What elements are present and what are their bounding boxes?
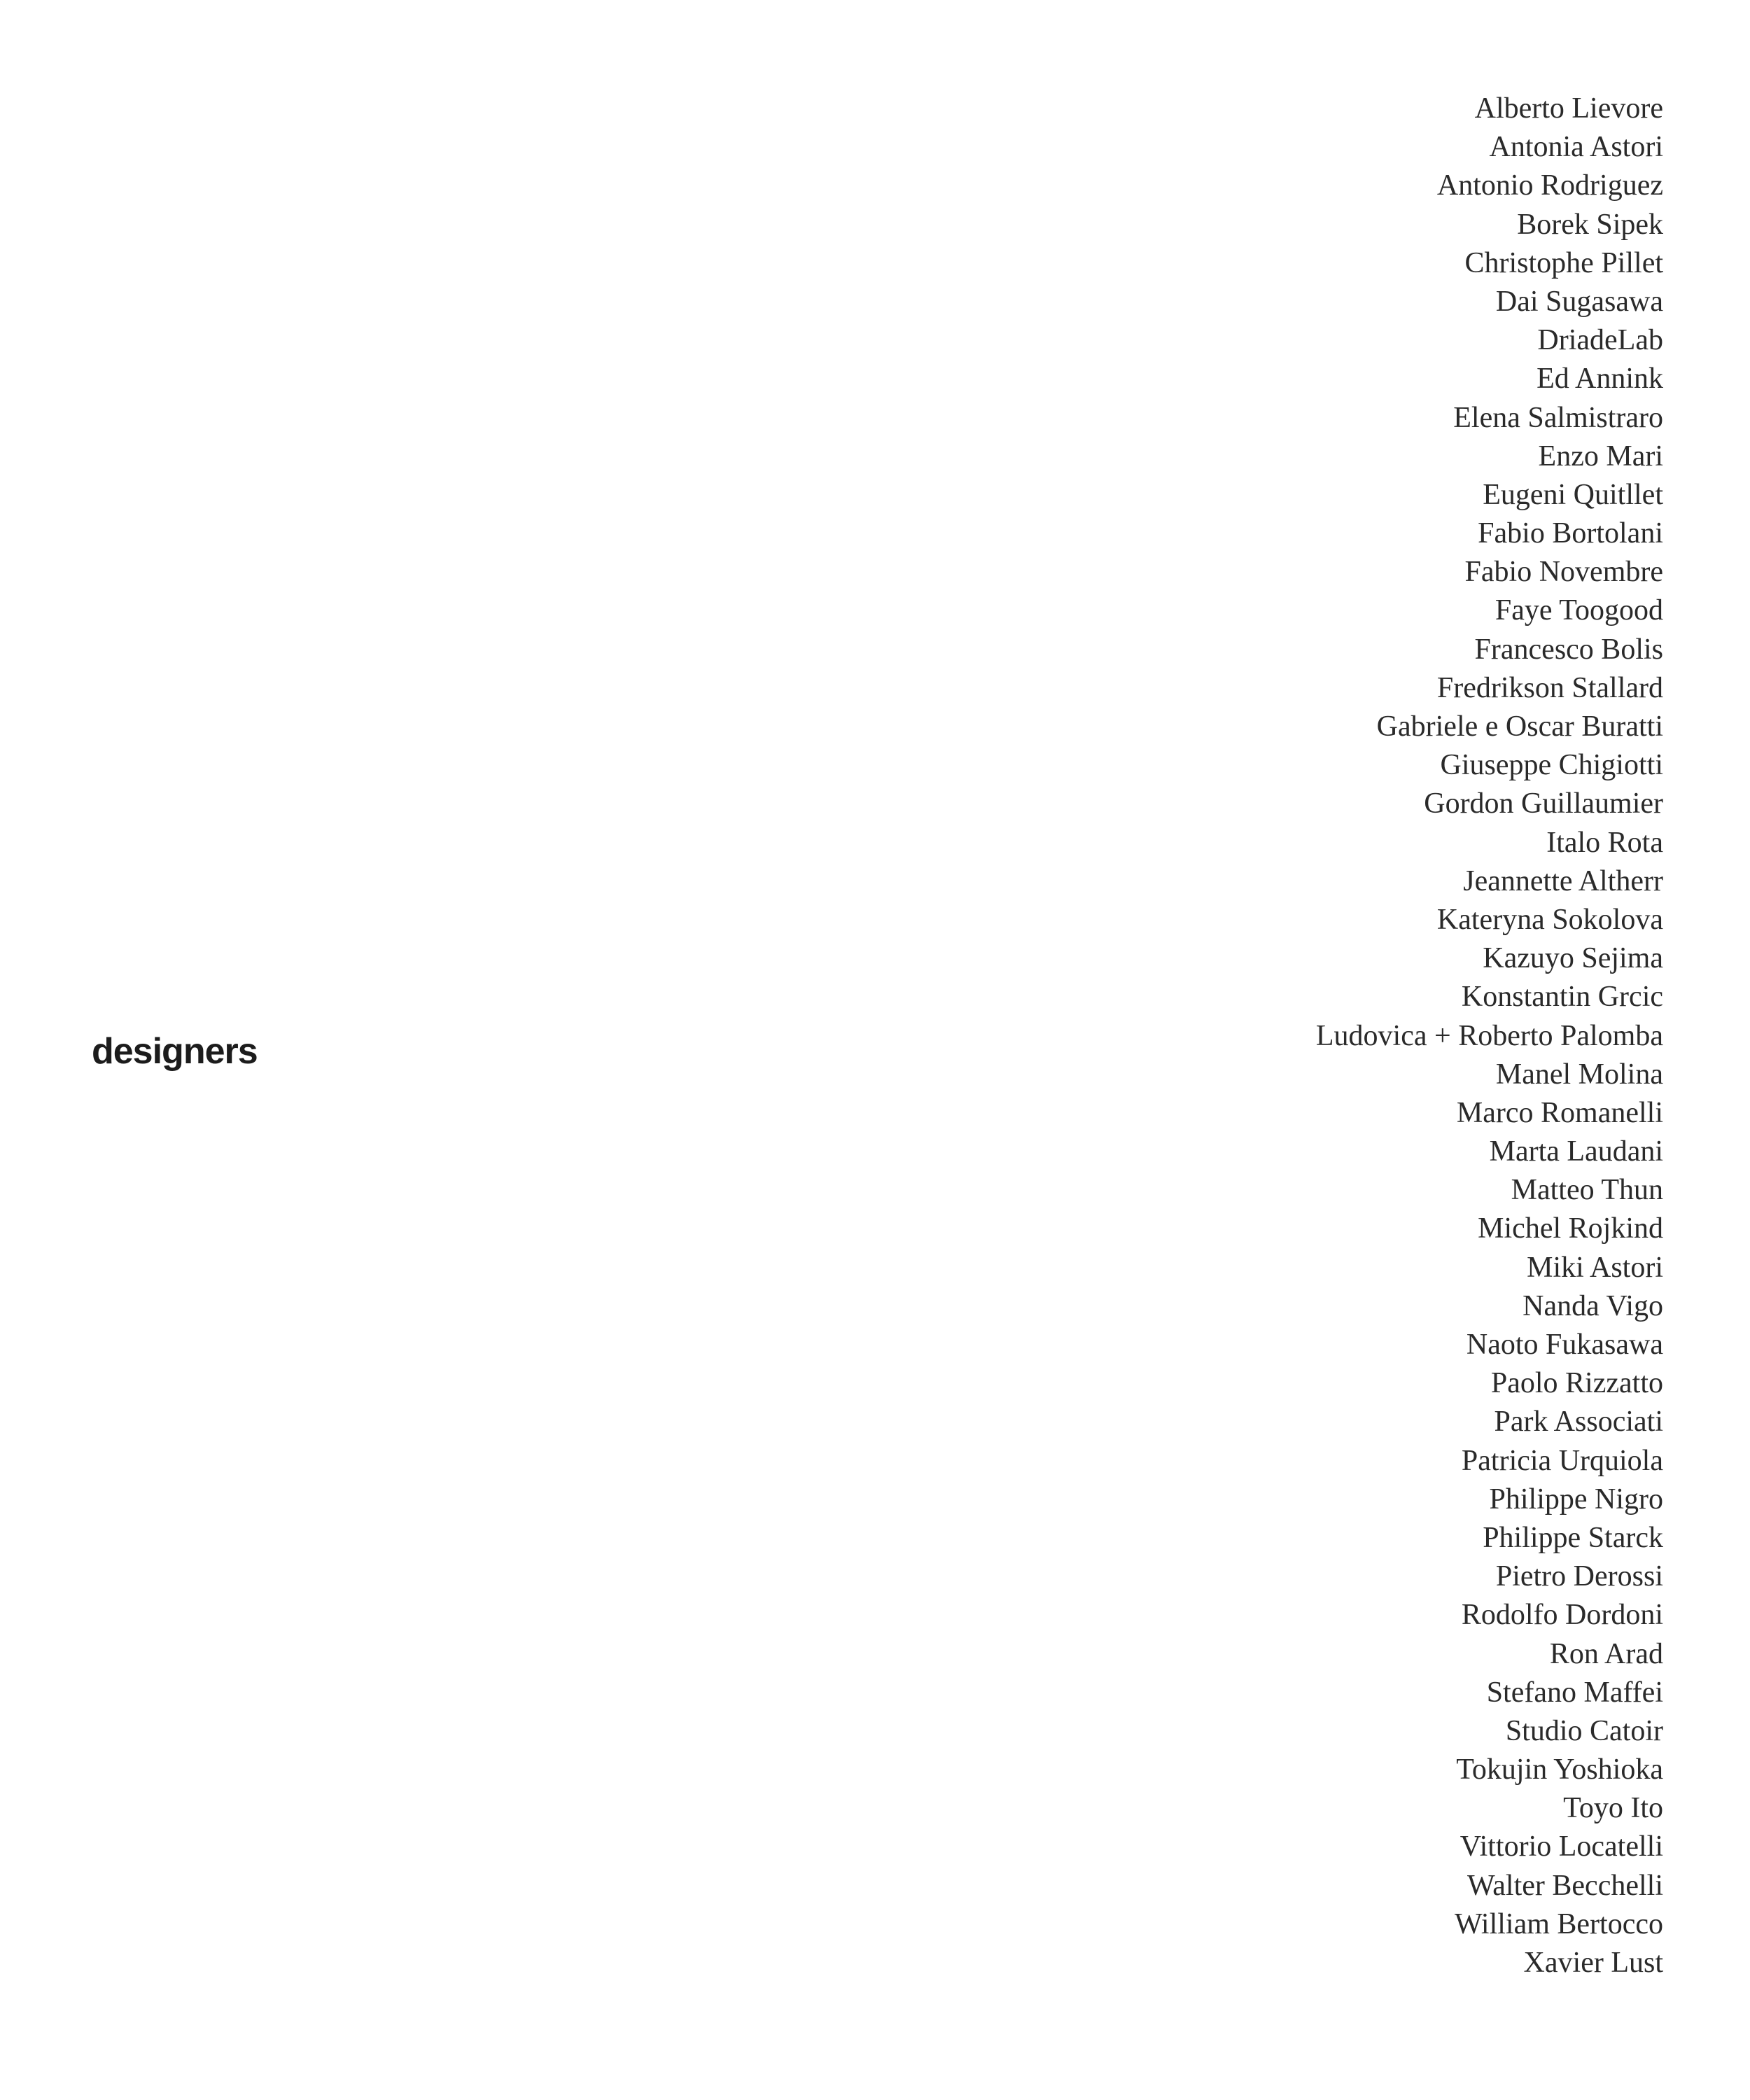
designer-name: Fabio Novembre [1464, 556, 1663, 589]
designer-name: Marco Romanelli [1456, 1096, 1663, 1129]
designer-name: DriadeLab [1537, 324, 1663, 357]
designer-name: Philippe Nigro [1489, 1483, 1663, 1516]
designer-name: William Bertocco [1454, 1907, 1663, 1940]
designer-name: Michel Rojkind [1478, 1212, 1663, 1245]
designer-name: Park Associati [1494, 1406, 1663, 1438]
designer-name: Ed Annink [1536, 363, 1663, 396]
designer-name: Enzo Mari [1538, 440, 1663, 472]
designer-name: Gabriele e Oscar Buratti [1376, 710, 1663, 743]
designer-name: Kateryna Sokolova [1436, 903, 1663, 936]
designer-name: Fredrikson Stallard [1436, 671, 1663, 704]
designer-name: Patricia Urquiola [1461, 1444, 1663, 1477]
designer-name: Manel Molina [1495, 1058, 1663, 1091]
designer-name: Paolo Rizzatto [1490, 1367, 1663, 1400]
designer-name: Konstantin Grcic [1461, 981, 1663, 1014]
designer-name: Miki Astori [1527, 1251, 1663, 1284]
section-title: designers [92, 1031, 258, 1072]
designer-name: Pietro Derossi [1495, 1560, 1663, 1593]
designer-name: Fabio Bortolani [1478, 517, 1663, 550]
designer-name: Dai Sugasawa [1495, 285, 1663, 318]
designer-name: Alberto Lievore [1474, 92, 1663, 125]
designer-name: Marta Laudani [1489, 1135, 1663, 1168]
designer-name: Faye Toogood [1494, 594, 1663, 627]
designer-name: Naoto Fukasawa [1466, 1329, 1663, 1361]
designer-name: Toyo Ito [1563, 1792, 1663, 1825]
designer-list [1316, 90, 1663, 1982]
designer-name: Italo Rota [1546, 826, 1663, 859]
designer-name: Borek Sipek [1517, 208, 1663, 241]
designer-name: Francesco Bolis [1474, 633, 1663, 666]
designer-name: Xavier Lust [1523, 1947, 1663, 1979]
designer-name: Kazuyo Sejima [1483, 942, 1663, 975]
designer-name: Ludovica + Roberto Palomba [1315, 1019, 1663, 1052]
designer-name: Tokujin Yoshioka [1456, 1754, 1663, 1786]
designer-name: Ron Arad [1549, 1637, 1663, 1670]
designer-name: Antonia Astori [1489, 131, 1663, 164]
designer-name: Matteo Thun [1511, 1174, 1663, 1207]
designer-name: Antonio Rodriguez [1436, 169, 1663, 202]
designer-name: Studio Catoir [1505, 1714, 1663, 1747]
designer-name: Vittorio Locatelli [1460, 1830, 1663, 1863]
designer-name: Gordon Guillaumier [1424, 788, 1663, 820]
designer-name: Stefano Maffei [1486, 1676, 1663, 1709]
designer-name: Jeannette Altherr [1463, 864, 1663, 897]
designer-name: Philippe Starck [1483, 1521, 1663, 1554]
designer-name: Christophe Pillet [1464, 246, 1663, 279]
designer-name: Walter Becchelli [1467, 1869, 1663, 1902]
designer-name: Giuseppe Chigiotti [1440, 749, 1663, 782]
designer-name: Nanda Vigo [1522, 1289, 1663, 1322]
designer-name: Elena Salmistraro [1453, 401, 1663, 434]
designer-name: Rodolfo Dordoni [1461, 1599, 1663, 1632]
designer-name: Eugeni Quitllet [1483, 478, 1663, 511]
